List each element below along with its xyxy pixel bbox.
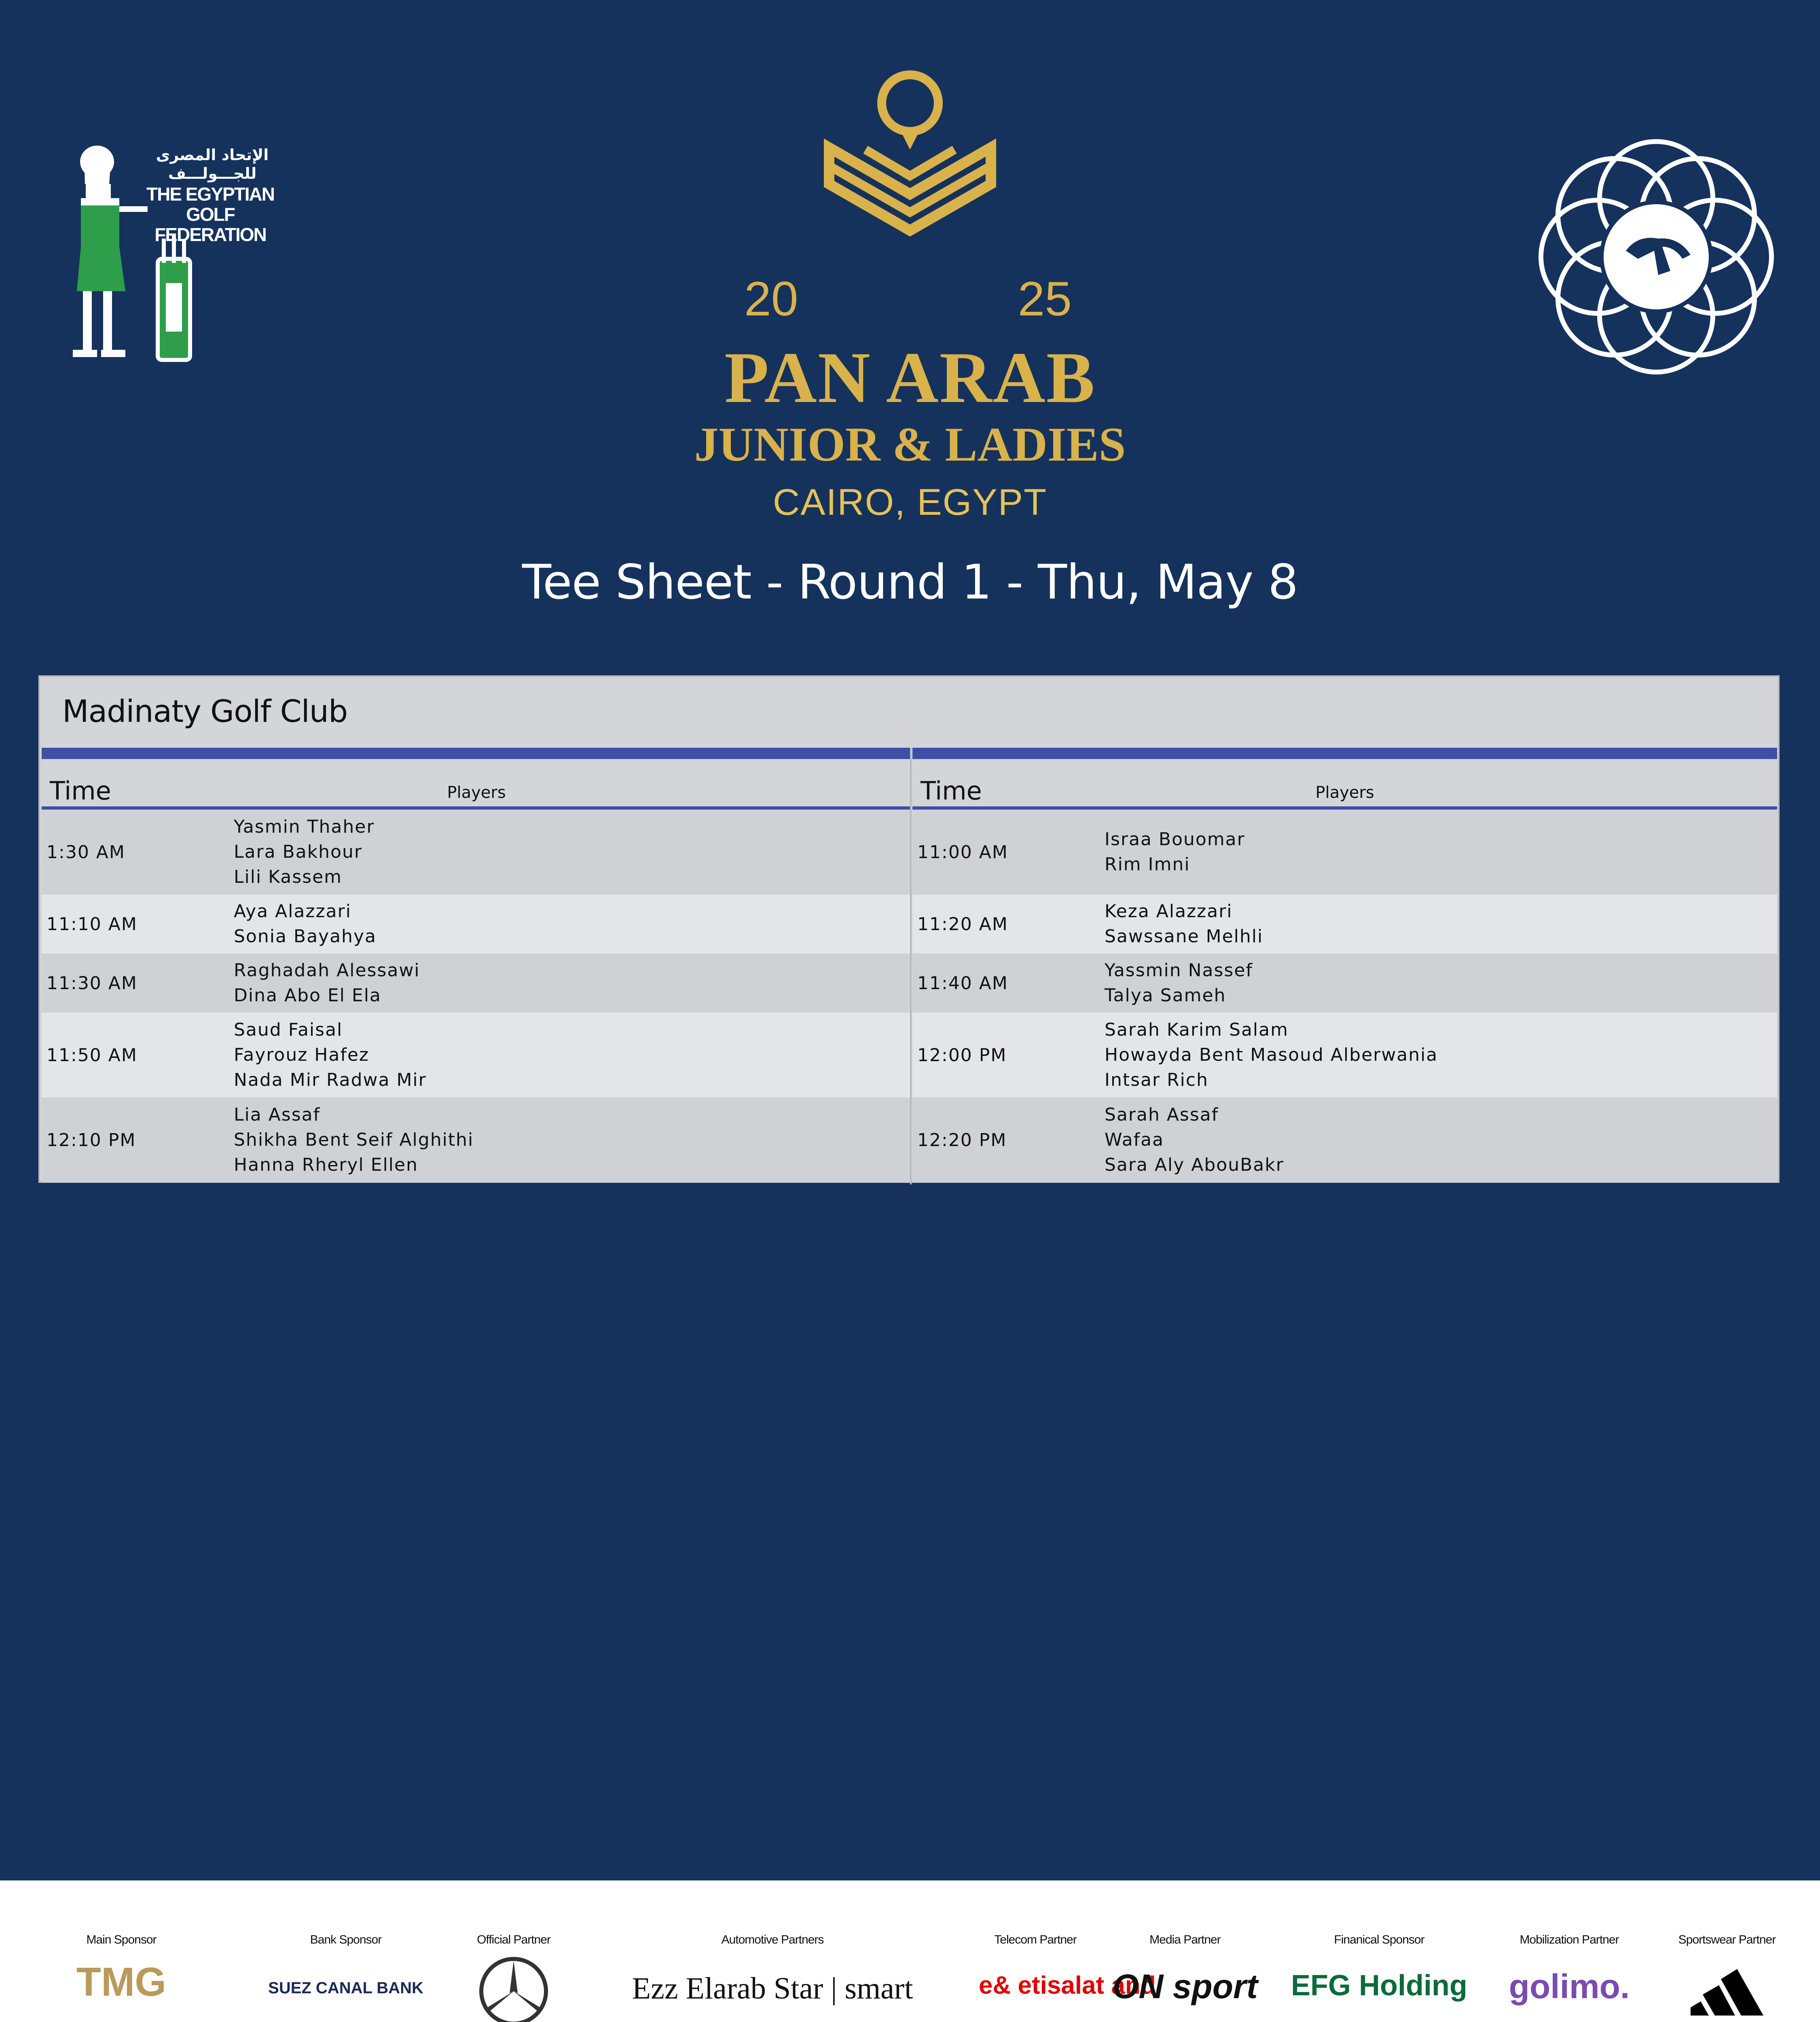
tee-sheet-table — [38, 675, 1780, 1183]
player-name: Yassmin Nassef — [1105, 960, 1253, 981]
sponsor-role: Media Partner — [1149, 1933, 1221, 1946]
player-name: Wafaa — [1105, 1129, 1164, 1150]
sponsors-strip — [0, 1880, 1820, 2022]
player-name: Lia Assaf — [234, 1104, 321, 1125]
sponsor-main — [61, 1933, 182, 2005]
sponsor-role: Telecom Partner — [994, 1933, 1077, 1946]
golf-ball-book-icon — [817, 69, 1003, 239]
players-header: Players — [1315, 783, 1374, 802]
player-name: Nada Mir Radwa Mir — [234, 1070, 427, 1090]
player-list — [234, 1017, 427, 1093]
sponsor-automotive — [590, 1933, 954, 2006]
player-name: Talya Sameh — [1105, 985, 1226, 1006]
sponsor-logo: SUEZ CANAL BANK — [268, 1979, 423, 1997]
player-name: Saud Faisal — [234, 1019, 343, 1040]
time-header: Time — [921, 776, 982, 806]
column-header-bar — [42, 748, 911, 759]
federation-english-name: THE EGYPTIAN GOLF FEDERATION — [146, 184, 274, 245]
player-list — [1105, 1017, 1438, 1093]
mercedes-star-icon — [477, 1955, 550, 2022]
sponsor-role: Official Partner — [477, 1933, 550, 1946]
player-name: Fayrouz Hafez — [234, 1045, 369, 1065]
table-row — [912, 1098, 1777, 1182]
sponsor-role: Main Sponsor — [86, 1933, 157, 1946]
player-list — [234, 899, 377, 949]
event-subtitle: JUNIOR & LADIES — [694, 417, 1126, 471]
tee-time: 11:30 AM — [47, 973, 138, 994]
sponsor-official — [461, 1933, 566, 2022]
sponsor-logo: EFG Holding — [1291, 1969, 1467, 2002]
player-name: Raghadah Alessawi — [234, 960, 420, 981]
tee-times-right-column — [912, 748, 1777, 1182]
tee-time: 11:00 AM — [917, 842, 1008, 863]
player-name: Sara Aly AbouBakr — [1105, 1155, 1284, 1175]
tee-time: 12:20 PM — [917, 1129, 1007, 1151]
golf-bag-icon — [150, 235, 198, 364]
player-name: Shikha Bent Seif Alghithi — [234, 1129, 474, 1150]
rosette-icon — [1537, 137, 1776, 376]
adidas-stripes-icon — [1687, 1963, 1767, 2020]
table-row — [912, 895, 1777, 954]
player-name: Keza Alazzari — [1105, 901, 1233, 922]
player-list — [1105, 958, 1253, 1008]
sponsor-role: Mobilization Partner — [1519, 1933, 1619, 1946]
tee-time: 12:10 PM — [47, 1129, 136, 1151]
sponsor-sportswear — [1654, 1933, 1800, 2022]
tee-time: 11:50 AM — [47, 1045, 138, 1066]
player-list — [234, 958, 420, 1008]
table-row — [912, 810, 1777, 895]
column-header-bar — [912, 748, 1777, 759]
player-name: Lili Kassem — [234, 867, 342, 887]
player-list — [1105, 1102, 1284, 1178]
event-logo: 20 25 PAN ARAB JUNIOR & LADIES CAIRO, EGYPT — [688, 69, 1132, 465]
pharaoh-golfer-icon — [69, 146, 150, 364]
table-row — [42, 1098, 911, 1182]
table-row — [42, 1013, 911, 1098]
sponsor-telecom — [979, 1933, 1156, 2000]
arab-golf-federation-logo — [1537, 137, 1776, 376]
egyptian-golf-federation-logo — [69, 146, 279, 364]
event-title: PAN ARAB — [724, 337, 1096, 418]
table-row — [912, 954, 1777, 1013]
player-name: Intsar Rich — [1105, 1070, 1208, 1090]
table-row — [42, 954, 911, 1013]
sponsor-logo: golimo. — [1509, 1967, 1630, 2005]
sponsor-logo: Ezz Elarab Star | smart — [632, 1971, 913, 2005]
player-name: Sarah Assaf — [1105, 1104, 1219, 1125]
tee-time: 11:40 AM — [917, 973, 1008, 994]
player-name: Israa Bouomar — [1105, 829, 1245, 850]
column-header — [912, 759, 1777, 810]
player-name: Sarah Karim Salam — [1105, 1019, 1289, 1040]
column-divider — [910, 748, 912, 1184]
tee-sheet-title: Tee Sheet - Round 1 - Thu, May 8 — [522, 554, 1298, 610]
player-list — [1105, 899, 1263, 949]
sponsor-media — [1108, 1933, 1262, 2006]
sponsor-role: Bank Sponsor — [310, 1933, 382, 1946]
player-name: Howayda Bent Masoud Alberwania — [1105, 1045, 1438, 1065]
sponsor-logo: e& etisalat and — [979, 1971, 1156, 1999]
tee-time: 11:20 AM — [917, 914, 1008, 935]
player-name: Sonia Bayahya — [234, 926, 377, 947]
federation-arabic-name: الإتحاد المصرى للجـــولـــف — [156, 146, 269, 182]
table-row — [42, 895, 911, 954]
table-row — [912, 1013, 1777, 1098]
sponsor-logo: TMG — [76, 1959, 167, 2005]
player-list — [1105, 827, 1245, 877]
player-list — [234, 814, 375, 890]
sponsor-bank — [255, 1933, 437, 1997]
tee-time: 1:30 AM — [47, 842, 125, 863]
player-name: Yasmin Thaher — [234, 816, 375, 837]
sponsor-role: Sportswear Partner — [1678, 1933, 1776, 1946]
sponsor-mobilization — [1496, 1933, 1642, 2006]
tee-time: 12:00 PM — [917, 1045, 1007, 1066]
sponsor-role: Finanical Sponsor — [1334, 1933, 1424, 1946]
table-row — [42, 810, 911, 895]
player-name: Lara Bakhour — [234, 842, 362, 862]
club-name: Madinaty Golf Club — [62, 693, 348, 729]
player-list — [234, 1102, 474, 1178]
tee-times-left-column — [42, 748, 911, 1182]
sponsor-role: Automotive Partners — [721, 1933, 824, 1946]
event-city: CAIRO, EGYPT — [772, 482, 1048, 523]
player-name: Dina Abo El Ela — [234, 985, 381, 1006]
sponsor-financial — [1282, 1933, 1476, 2002]
players-header: Players — [447, 783, 506, 802]
column-header — [42, 759, 911, 810]
player-name: Aya Alazzari — [234, 901, 351, 922]
sponsor-logo: ON sport — [1112, 1967, 1258, 2005]
player-name: Hanna Rheryl Ellen — [234, 1155, 418, 1175]
time-header: Time — [50, 776, 111, 806]
tee-time: 11:10 AM — [47, 914, 138, 935]
player-name: Sawssane Melhli — [1105, 926, 1263, 947]
player-name: Rim Imni — [1105, 854, 1190, 875]
